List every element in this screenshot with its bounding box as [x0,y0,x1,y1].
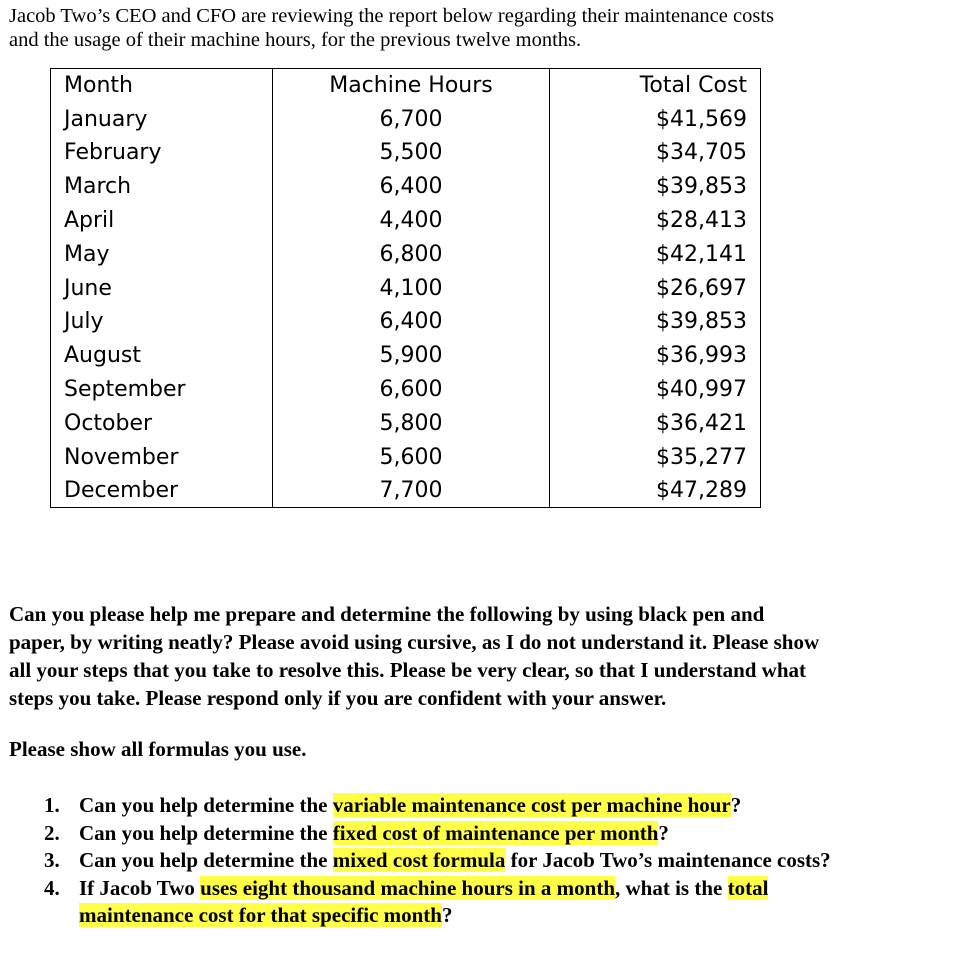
request-paragraph [9,600,949,712]
hours-cell: 6,400 [273,170,550,204]
month-cell: December [51,474,273,508]
cost-cell: $34,705 [550,136,761,170]
month-cell: April [51,204,273,238]
table-row [51,102,761,136]
hours-cell: 6,800 [273,237,550,271]
table-row [51,474,761,508]
formulas-note: Please show all formulas you use. [9,737,307,761]
highlighted-text: fixed cost of maintenance per month [332,820,659,845]
question-number: 2. [44,820,60,845]
hours-cell: 5,800 [273,406,550,440]
month-cell: July [51,305,273,339]
header-month: Month [51,69,273,103]
question-text-mid: , what is the [615,875,728,900]
cost-cell: $47,289 [550,474,761,508]
month-cell: October [51,406,273,440]
table-row [51,339,761,373]
intro-line-1: Jacob Two’s CEO and CFO are reviewing the report below regarding their maintenance costs [9,5,775,27]
month-cell: September [51,373,273,407]
table-row [51,204,761,238]
header-total-cost: Total Cost [550,69,761,103]
question-number: 1. [44,793,60,817]
intro-paragraph [9,4,949,52]
hours-cell: 4,400 [273,204,550,238]
month-cell: June [51,271,273,305]
question-number: 4. [44,875,60,900]
cost-cell: $39,853 [550,170,761,204]
request-line-4: steps you take. Please respond only if you are confident with your answer. [9,686,667,710]
table-row [51,440,761,474]
request-line-2: paper, by writing neatly? Please avoid using cursive, as I do not understand it. Please show [9,630,820,654]
cost-cell: $26,697 [550,271,761,305]
question-text-end: for Jacob Two’s maintenance costs? [505,848,831,872]
question-text-end: ? [441,903,453,927]
maintenance-report-table [50,68,761,508]
highlighted-text: total [727,875,769,900]
table-row [51,406,761,440]
cost-cell: $39,853 [550,305,761,339]
highlighted-text: variable maintenance cost per machine hour [332,793,731,817]
highlighted-text: uses eight thousand machine hours in a month [200,875,615,900]
table-row [51,271,761,305]
month-cell: March [51,170,273,204]
intro-line-2: and the usage of their machine hours, for the previous twelve months. [9,29,582,51]
highlighted-text: maintenance cost for that specific month [79,903,442,927]
table-row [51,136,761,170]
month-cell: February [51,136,273,170]
table-row [51,305,761,339]
question-text: Can you help determine the [79,820,333,845]
table-header-row [51,69,761,103]
question-text: Can you help determine the [79,848,333,872]
question-text: Can you help determine the [79,793,333,817]
hours-cell: 4,100 [273,271,550,305]
question-text-end: ? [658,820,669,845]
question-text-end: ? [730,793,742,817]
month-cell: May [51,237,273,271]
request-line-1: Can you please help me prepare and determine the following by using black pen and [9,602,765,626]
highlighted-text: mixed cost formula [332,848,506,872]
hours-cell: 5,900 [273,339,550,373]
month-cell: January [51,102,273,136]
hours-cell: 5,500 [273,136,550,170]
hours-cell: 6,700 [273,102,550,136]
month-cell: August [51,339,273,373]
question-item [44,875,954,930]
question-item [44,820,954,848]
question-text: If Jacob Two [79,875,201,900]
question-list [44,792,954,930]
table-row [51,373,761,407]
table-row [51,170,761,204]
cost-cell: $41,569 [550,102,761,136]
cost-cell: $36,421 [550,406,761,440]
question-item [44,792,954,820]
hours-cell: 6,600 [273,373,550,407]
month-cell: November [51,440,273,474]
hours-cell: 7,700 [273,474,550,508]
cost-cell: $42,141 [550,237,761,271]
cost-cell: $40,997 [550,373,761,407]
cost-cell: $35,277 [550,440,761,474]
cost-cell: $36,993 [550,339,761,373]
cost-cell: $28,413 [550,204,761,238]
question-item [44,847,954,875]
table-row [51,237,761,271]
hours-cell: 6,400 [273,305,550,339]
header-machine-hours: Machine Hours [273,69,550,103]
request-line-3: all your steps that you take to resolve this. Please be very clear, so that I understand what [9,658,807,682]
hours-cell: 5,600 [273,440,550,474]
question-number: 3. [44,848,60,872]
